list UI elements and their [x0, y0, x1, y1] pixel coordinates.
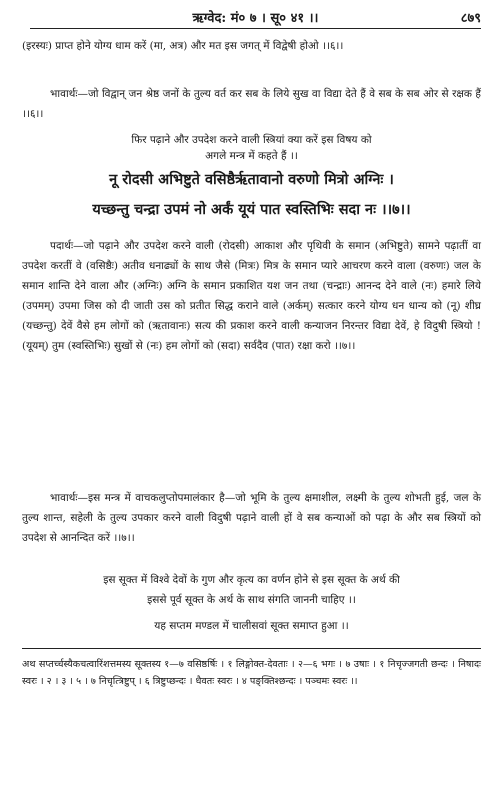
conclusion-block [22, 616, 481, 636]
page-number: ८७९ [460, 11, 481, 26]
padartha-block [22, 236, 481, 356]
continuation-paragraph [22, 36, 481, 56]
sukta-metadata-footnote: अथ सप्तर्च्चस्यैकचत्वारिंशत्तमस्य सूक्तस्य १—७ वसिष्ठर्षिः । १ लिङ्गोक्त-देवताः । २—६ भगः । ७ उषाः । १ निचृज्जगती छन्दः । निषादः स्वरः । २ । ३ । ५ । ७ निचृत्त्रिष्टुप् । ६ त्रिष्टुप्छन्दः । धैवतः स्वरः । ४ पङ्क्तिश्छन्दः । पञ्चमः स्वरः ।। [22, 659, 481, 687]
footnote-block [22, 656, 481, 690]
sukta-conclusion: यह सप्तम मण्डल में चालीसवां सूक्त समाप्त हुआ ।। [154, 620, 349, 632]
bhavartha-7: भावार्थः—इस मन्त्र में वाचकलुप्तोपमालंकार है—जो भूमि के तुल्य क्षमाशील, लक्ष्मी के तुल्य शोभती हुई, जल के तुल्य शान्त, सहेली के तुल्य उपकार करने वाली विदुषी पढ़ाने वाली हों वे सब कन्याओं को पढ़ा के और सब स्त्रियों को उपदेश से आनन्दित करें ।।७।। [22, 492, 481, 544]
padartha-continuation: (इरस्यः) प्राप्त होने योग्य धाम करें (मा, अत्र) और मत इस जगत् में विद्वेषी होओ ।।६।। [22, 40, 344, 52]
bhavartha-6: भावार्थः—जो विद्वान् जन श्रेष्ठ जनों के तुल्य वर्त कर सब के लिये सुख वा विद्या देते हैं वे सब के सब ओर से रक्षक हैं ।।६।। [22, 88, 481, 120]
mantra-line-1: नू रोदसी अभिष्टुते वसिष्ठैर्ऋतावानो वरुणो मित्रो अग्निः । [109, 171, 394, 188]
summary-line-2: इससे पूर्व सूक्त के अर्थ के साथ संगति जाननी चाहिए ।। [147, 594, 356, 606]
footnote-divider [22, 648, 481, 649]
page-header [30, 6, 481, 29]
summary-block [22, 570, 481, 610]
intro-line-1: फिर पढ़ाने और उपदेश करने वाली स्त्रियां क्या करें इस विषय को [131, 134, 372, 146]
bhavartha-7-block [22, 488, 481, 548]
mantra-block [22, 168, 481, 222]
summary-line-1: इस सूक्त में विश्वे देवों के गुण और कृत्य का वर्णन होने से इस सूक्त के अर्थ की [103, 574, 400, 586]
running-title: ऋग्वेद: मं० ७ । सू० ४१ ।। [192, 11, 319, 26]
mantra-line-2: यच्छन्तु चन्द्रा उपमं नो अर्कं यूयं पात स्वस्तिभिः सदा नः ।।७।। [92, 201, 411, 218]
padartha-7: पदार्थः—जो पढ़ाने और उपदेश करने वाली (रोदसी) आकाश और पृथिवी के समान (अभिष्टुते) सामने पढ़ातीं वा उपदेश करतीं वे (वसिष्ठैः) अतीव धनाढ्यों के साथ जैसे (मित्रः) मित्र के समान प्यारे आचरण करने वाला (वरुणः) जल के समान शान्ति देने वाला और (अग्निः) अग्नि के समान प्रकाशित यश जन तथा (चन्द्राः) आनन्द देने वाले (नः) हमारे लिये (उपमम्) उपमा जिस को दी जाती उस को प्रतीत सिद्ध कराने वाले (अर्कम्) सत्कार करने योग्य धन धान्य को (नू) शीघ्र (यच्छन्तु) देवें वैसे हम लोगों को (ऋतावानः) सत्य की प्रकाश करने वाली कन्याजन निरन्तर विद्या देवें, हे विदुषी स्त्रियो ! (यूयम्) तुम (स्वस्तिभिः) सुखों से (नः) हम लोगों को (सदा) सर्वदैव (पात) रक्षा करो ।।७।। [22, 240, 482, 352]
intro-line-2: अगले मन्त्र में कहते हैं ।। [205, 150, 298, 162]
bhavartha-6-block [22, 84, 481, 124]
intro-block [22, 132, 481, 164]
